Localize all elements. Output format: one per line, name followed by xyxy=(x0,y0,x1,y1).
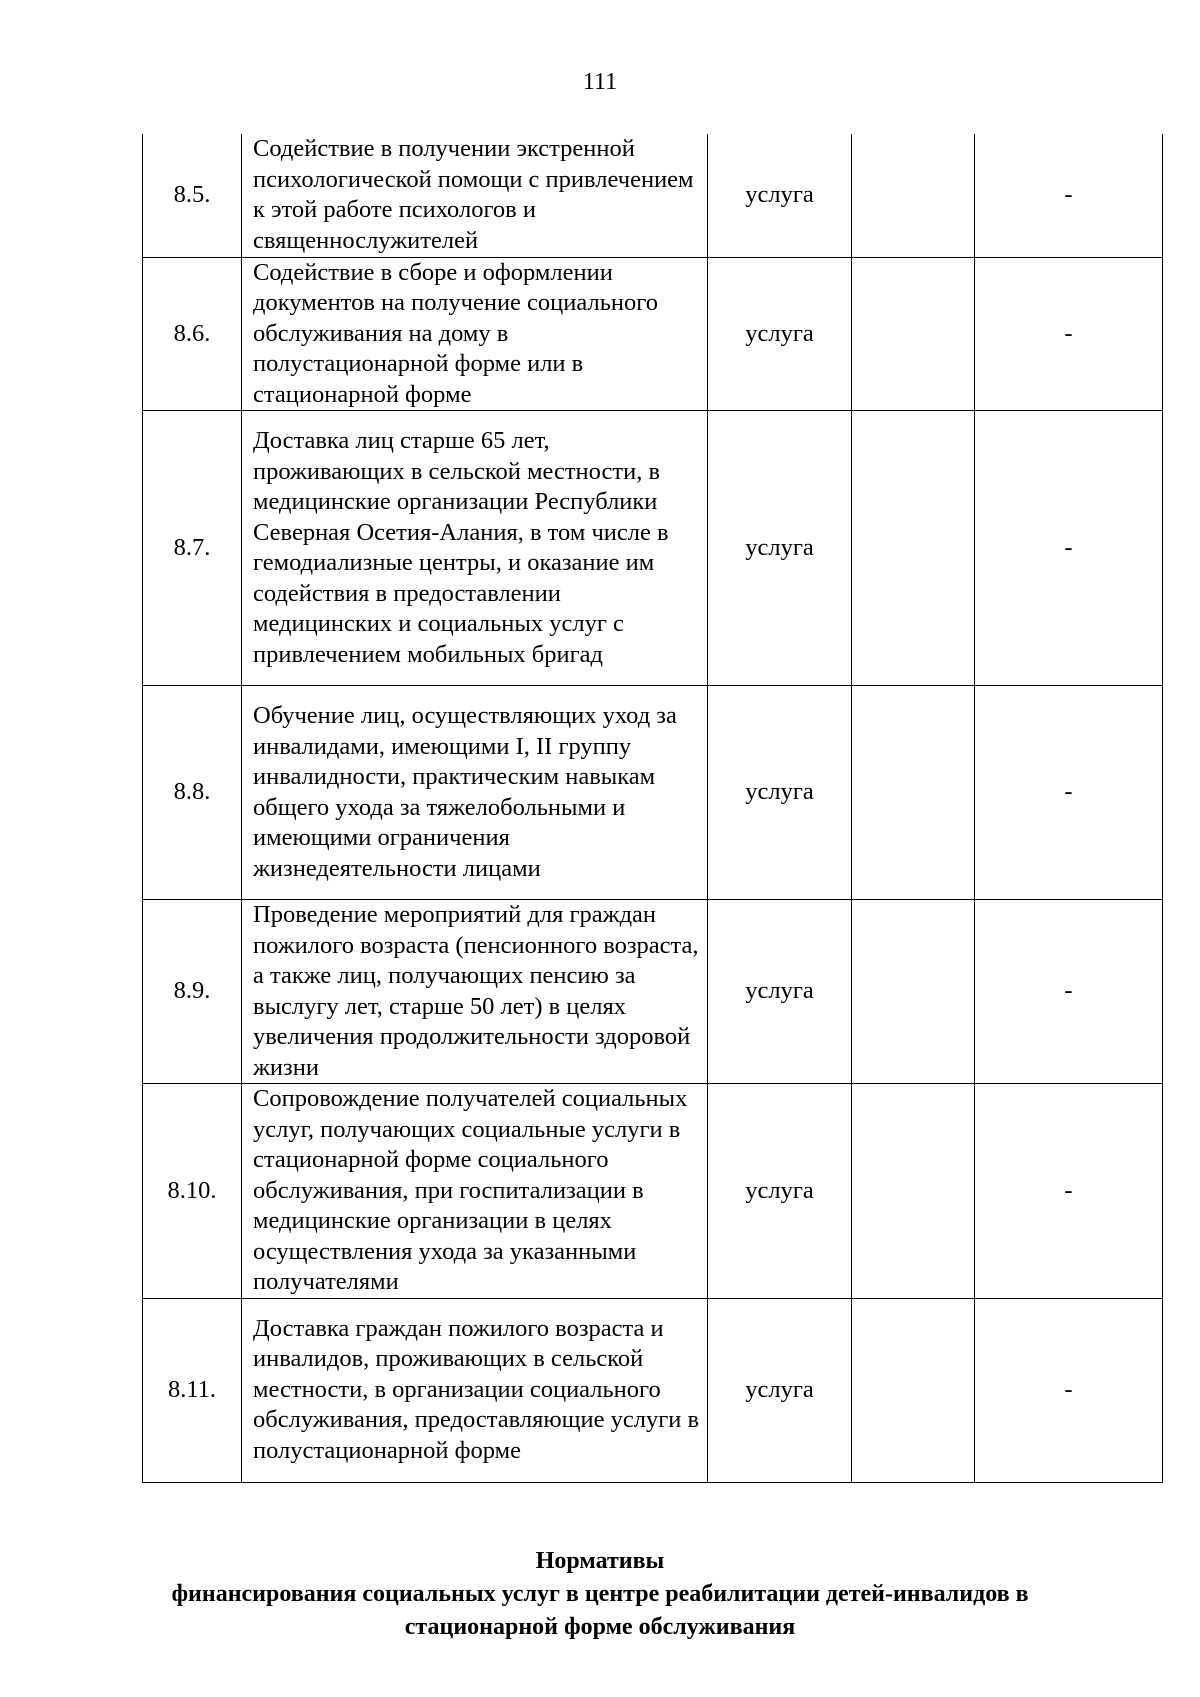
empty-cell xyxy=(852,900,975,1084)
empty-cell xyxy=(852,257,975,411)
table-row xyxy=(143,1298,1163,1482)
row-number: 8.9. xyxy=(143,900,242,1084)
row-number: 8.5. xyxy=(143,134,242,257)
table-row xyxy=(143,1084,1163,1299)
row-number: 8.11. xyxy=(143,1298,242,1482)
unit-cell: услуга xyxy=(708,900,852,1084)
row-number: 8.6. xyxy=(143,257,242,411)
heading-title: Нормативы xyxy=(535,1548,665,1574)
table-row xyxy=(143,257,1163,411)
table-row xyxy=(143,134,1163,257)
value-cell: - xyxy=(975,411,1163,686)
unit-cell: услуга xyxy=(708,411,852,686)
row-number: 8.7. xyxy=(143,411,242,686)
service-name: Обучение лиц, осуществляющих уход за инвалидами, имеющими I, II группу инвалидности, практическим навыкам общего ухода за тяжелобольными и имеющими ограничения жизнедеятельности лицами xyxy=(242,686,708,900)
service-name: Содействие в получении экстренной психологической помощи с привлечением к этой работе психологов и священнослужителей xyxy=(242,134,708,257)
unit-cell: услуга xyxy=(708,257,852,411)
value-cell: - xyxy=(975,1084,1163,1299)
empty-cell xyxy=(852,1084,975,1299)
services-table xyxy=(142,134,1163,1483)
empty-cell xyxy=(852,1298,975,1482)
row-number: 8.8. xyxy=(143,686,242,900)
value-cell: - xyxy=(975,686,1163,900)
empty-cell xyxy=(852,411,975,686)
row-number: 8.10. xyxy=(143,1084,242,1299)
empty-cell xyxy=(852,134,975,257)
unit-cell: услуга xyxy=(708,686,852,900)
service-name: Сопровождение получателей социальных услуг, получающих социальные услуги в стационарной форме социального обслуживания, при госпитализации в медицинские организации в целях осуществления ухода за указанными получателями xyxy=(242,1084,708,1299)
table-row xyxy=(143,686,1163,900)
table-row xyxy=(143,900,1163,1084)
table-row xyxy=(143,411,1163,686)
value-cell: - xyxy=(975,900,1163,1084)
value-cell: - xyxy=(975,134,1163,257)
empty-cell xyxy=(852,686,975,900)
unit-cell: услуга xyxy=(708,1084,852,1299)
value-cell: - xyxy=(975,257,1163,411)
unit-cell: услуга xyxy=(708,1298,852,1482)
service-name: Доставка граждан пожилого возраста и инвалидов, проживающих в сельской местности, в организации социального обслуживания, предоставляющие услуги в полустационарной форме xyxy=(242,1298,708,1482)
section-heading xyxy=(0,1545,1200,1644)
value-cell: - xyxy=(975,1298,1163,1482)
unit-cell: услуга xyxy=(708,134,852,257)
service-name: Содействие в сборе и оформлении документов на получение социального обслуживания на дому в полустационарной форме или в стационарной форме xyxy=(242,257,708,411)
heading-subtitle-line1: финансирования социальных услуг в центре реабилитации детей-инвалидов в xyxy=(171,1581,1029,1607)
heading-subtitle-line2: стационарной форме обслуживания xyxy=(404,1614,796,1640)
service-name: Доставка лиц старше 65 лет, проживающих в сельской местности, в медицинские организации Республики Северная Осетия-Алания, в том числе в гемодиализные центры, и оказание им содействия в предоставлении медицинских и социальных услуг с привлечением мобильных бригад xyxy=(242,411,708,686)
page-number: 111 xyxy=(582,69,618,95)
service-name: Проведение мероприятий для граждан пожилого возраста (пенсионного возраста, а также лиц, получающих пенсию за выслугу лет, старше 50 лет) в целях увеличения продолжительности здоровой жизни xyxy=(242,900,708,1084)
